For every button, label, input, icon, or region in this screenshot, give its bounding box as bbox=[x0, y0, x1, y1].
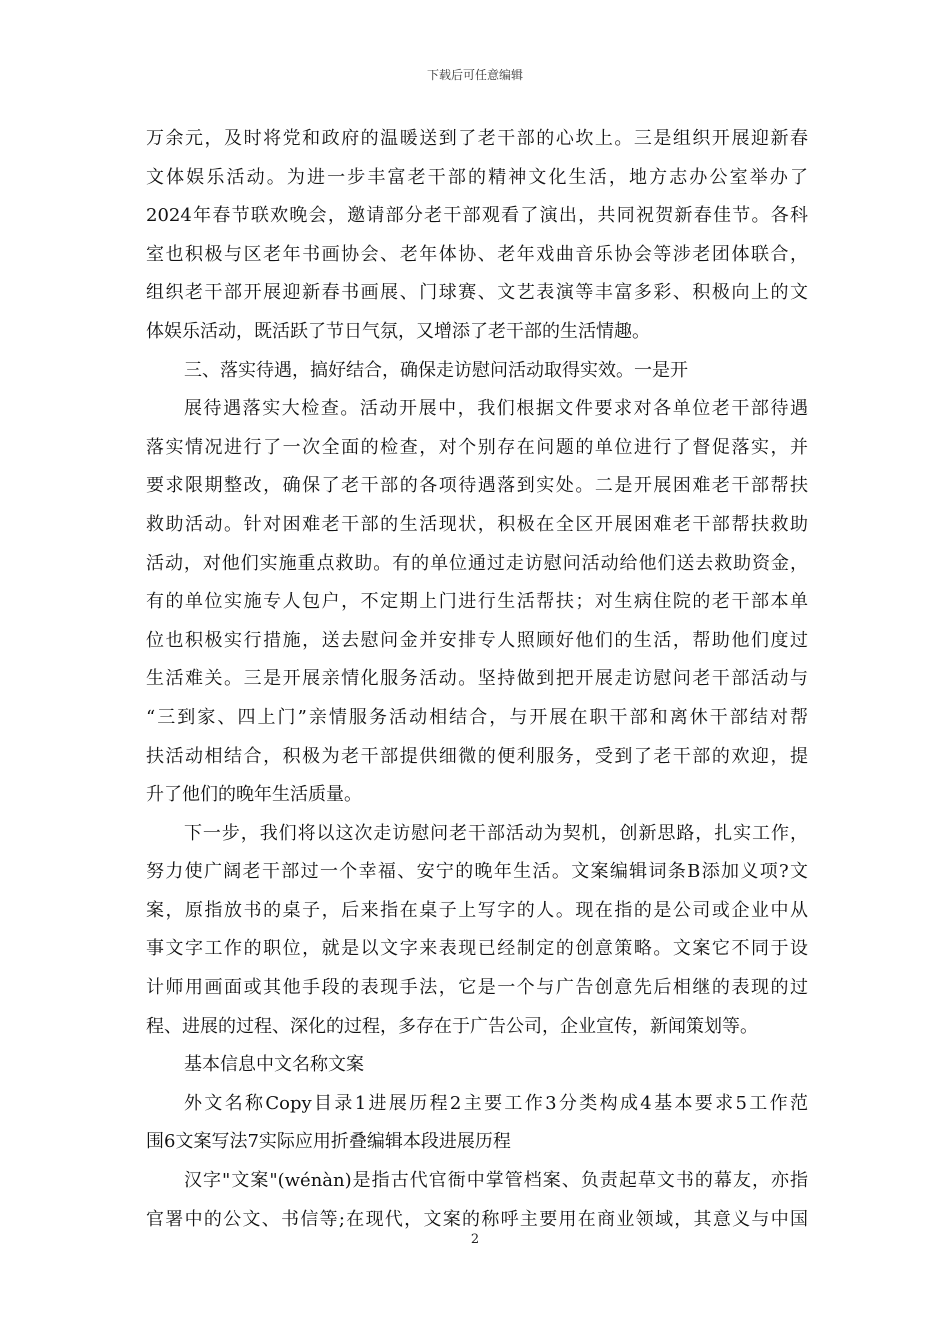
text-line: 外文名称Copy目录1进展历程2主要工作3分类构成4基本要求5工作范 bbox=[184, 1092, 808, 1114]
page-number: 2 bbox=[470, 1232, 480, 1247]
text-line: 活动，对他们实施重点救助。有的单位通过走访慰问活动给他们送去救助资金， bbox=[146, 552, 808, 574]
text-line: 计师用画面或其他手段的表现手法，它是一个与广告创意先后相继的表现的过 bbox=[146, 977, 808, 999]
text-line: 万余元，及时将党和政府的温暖送到了老干部的心坎上。三是组织开展迎新春 bbox=[146, 128, 808, 149]
page-header: 下载后可任意编辑 bbox=[426, 68, 523, 82]
text-line: 组织老干部开展迎新春书画展、门球赛、文艺表演等丰富多彩、积极向上的文 bbox=[146, 282, 808, 304]
text-line: 下一步，我们将以这次走访慰问老干部活动为契机，创新思路，扎实工作， bbox=[184, 822, 808, 844]
text-line: 展待遇落实大检查。活动开展中，我们根据文件要求对各单位老干部待遇 bbox=[184, 398, 808, 420]
text-line: 室也积极与区老年书画协会、老年体协、老年戏曲音乐协会等涉老团体联合， bbox=[146, 243, 808, 265]
text-line: 基本信息中文名称文案 bbox=[184, 1054, 364, 1076]
text-line: “三到家、四上门”亲情服务活动相结合，与开展在职干部和离休干部结对帮 bbox=[146, 706, 808, 728]
document-body bbox=[146, 120, 808, 1239]
text-line: 官署中的公文、书信等;在现代，文案的称呼主要用在商业领域，其意义与中国 bbox=[146, 1208, 808, 1230]
text-line: 位也积极实行措施，送去慰问金并安排专人照顾好他们的生活，帮助他们度过 bbox=[146, 629, 808, 651]
text-line: 围6文案写法7实际应用折叠编辑本段进展历程 bbox=[146, 1131, 511, 1153]
text-line: 生活难关。三是开展亲情化服务活动。坚持做到把开展走访慰问老干部活动与 bbox=[146, 668, 808, 690]
text-line: 案，原指放书的桌子，后来指在桌子上写字的人。现在指的是公司或企业中从 bbox=[146, 899, 808, 921]
text-line: 2024年春节联欢晚会，邀请部分老干部观看了演出，共同祝贺新春佳节。各科 bbox=[146, 205, 808, 227]
text-line: 努力使广阔老干部过一个幸福、安宁的晚年生活。文案编辑词条B添加义项?文 bbox=[146, 861, 808, 883]
text-line: 事文字工作的职位，就是以文字来表现已经制定的创意策略。文案它不同于设 bbox=[146, 938, 808, 960]
text-line: 程、进展的过程、深化的过程，多存在于广告公司，企业宣传，新闻策划等。 bbox=[146, 1015, 758, 1037]
text-line: 文体娱乐活动。为进一步丰富老干部的精神文化生活，地方志办公室举办了 bbox=[146, 166, 808, 188]
section-heading: 三、落实待遇，搞好结合，确保走访慰问活动取得实效。一是开 bbox=[184, 359, 688, 381]
text-line: 要求限期整改，确保了老干部的各项待遇落到实处。二是开展困难老干部帮扶 bbox=[146, 475, 808, 497]
text-line: 落实情况进行了一次全面的检查，对个别存在问题的单位进行了督促落实，并 bbox=[146, 436, 808, 458]
text-line: 汉字"文案"(wénàn)是指古代官衙中掌管档案、负责起草文书的幕友，亦指 bbox=[184, 1170, 808, 1192]
text-line: 升了他们的晚年生活质量。 bbox=[146, 784, 362, 806]
text-line: 有的单位实施专人包户，不定期上门进行生活帮扶；对生病住院的老干部本单 bbox=[146, 591, 808, 613]
text-line: 救助活动。针对困难老干部的生活现状，积极在全区开展困难老干部帮扶救助 bbox=[146, 513, 808, 535]
text-line: 体娱乐活动，既活跃了节日气氛，又增添了老干部的生活情趣。 bbox=[146, 320, 650, 342]
text-line: 扶活动相结合，积极为老干部提供细微的便利服务，受到了老干部的欢迎，提 bbox=[146, 745, 808, 767]
